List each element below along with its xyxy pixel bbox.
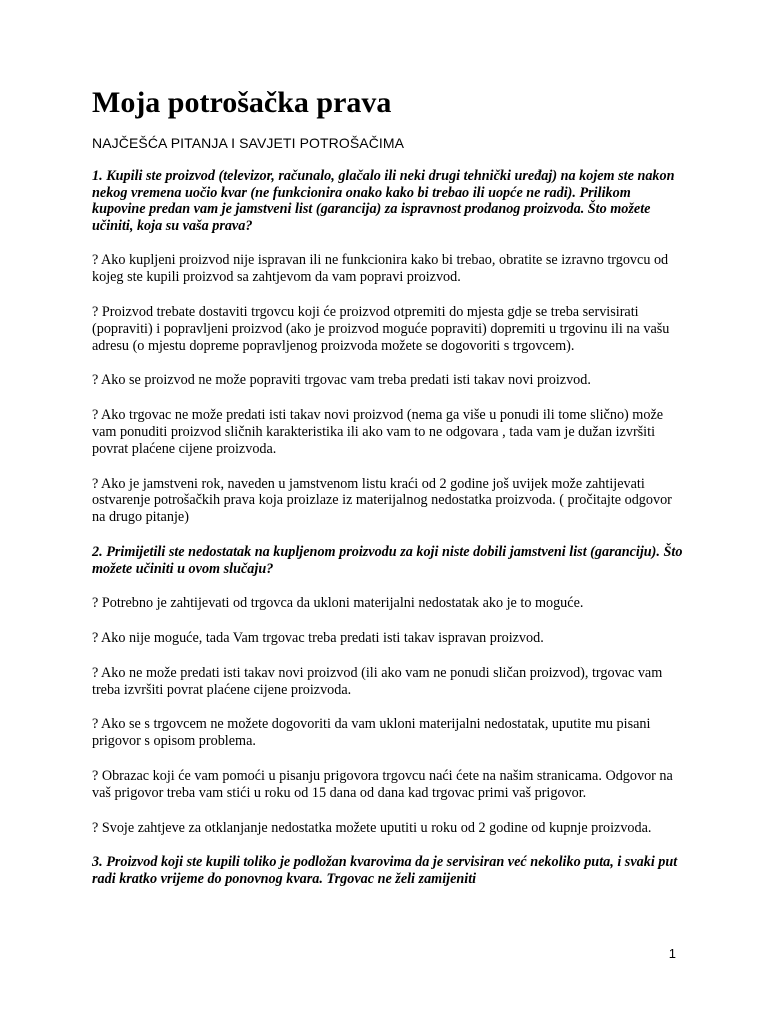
answer-2-5: ? Obrazac koji će vam pomoći u pisanju prigovora trgovcu naći ćete na našim stranicama. Odgovor na vaš prigovor treba vam stići u roku od 15 dana od dana kad trgovac primi vaš prigovor. [92, 767, 673, 801]
answer-1-5: ? Ako je jamstveni rok, naveden u jamstvenom listu kraći od 2 godine još uvijek može zahtijevati ostvarenje potrošačkih prava koja proizlaze iz materijalnog nedostatka proizvoda. ( pročitajte odgovor na drugo pitanje) [92, 475, 672, 526]
document-page [92, 84, 684, 905]
answer-2-4: ? Ako se s trgovcem ne možete dogovoriti da vam ukloni materijalni nedostatak, uputite mu pisani prigovor s opisom problema. [92, 716, 651, 750]
question-3: 3. Proizvod koji ste kupili toliko je podložan kvarovima da je servisiran već nekoliko puta, i svaki put radi kratko vrijeme do ponovnog kvara. Trgovac ne želi zamijeniti [92, 854, 678, 887]
answer-2-3: ? Ako ne može predati isti takav novi proizvod (ili ako vam ne ponudi sličan proizvod), trgovac vam treba izvršiti povrat plaćene cijene proizvoda. [92, 664, 663, 698]
document-subtitle: NAJČEŠĆA PITANJA I SAVJETI POTROŠAČIMA [92, 135, 405, 151]
answer-2-1: ? Potrebno je zahtijevati od trgovca da ukloni materijalni nedostatak ako je to moguće. [92, 595, 584, 612]
answer-1-2: ? Proizvod trebate dostaviti trgovcu koji će proizvod otpremiti do mjesta gdje se treba servisirati (popraviti) i popravljeni proizvod (ako je proizvod moguće popraviti) dopremiti u trgovinu ili na vašu adresu (o mjestu dopreme popravljenog proizvoda možete se dogovoriti s trgovcem). [92, 303, 670, 354]
answer-1-3: ? Ako se proizvod ne može popraviti trgovac vam treba predati isti takav novi proizvod. [92, 372, 591, 389]
answer-2-2: ? Ako nije moguće, tada Vam trgovac treba predati isti takav ispravan proizvod. [92, 629, 544, 646]
document-title: Moja potrošačka prava [92, 86, 392, 119]
answer-1-1: ? Ako kupljeni proizvod nije ispravan ili ne funkcionira kako bi trebao, obratite se izravno trgovcu od kojeg ste kupili proizvod sa zahtjevom da vam popravi proizvod. [92, 252, 669, 286]
answer-1-4: ? Ako trgovac ne može predati isti takav novi proizvod (nema ga više u ponudi ili tome slično) može vam ponuditi proizvod sličnih karakteristika ili ako vam to ne odgovara , tada vam je dužan izvršiti povrat plaćene cijene proizvoda. [92, 407, 664, 457]
answer-2-6: ? Svoje zahtjeve za otklanjanje nedostatka možete uputiti u roku od 2 godine od kupnje proizvoda. [92, 819, 652, 836]
question-1: 1. Kupili ste proizvod (televizor, računalo, glačalo ili neki drugi tehnički uređaj) na kojem ste nakon nekog vremena uočio kvar (ne funkcionira onako kako bi trebao ili uopće ne radi). Prilikom kupovine predan vam je jamstveni list (garancija) za ispravnost prodanog proizvoda. Što možete učiniti, koja su vaša prava? [92, 168, 675, 234]
question-2: 2. Primijetili ste nedostatak na kupljenom proizvodu za koji niste dobili jamstveni list (garanciju). Što možete učiniti u ovom slučaju? [92, 543, 683, 577]
page-number: 1 [668, 946, 676, 961]
